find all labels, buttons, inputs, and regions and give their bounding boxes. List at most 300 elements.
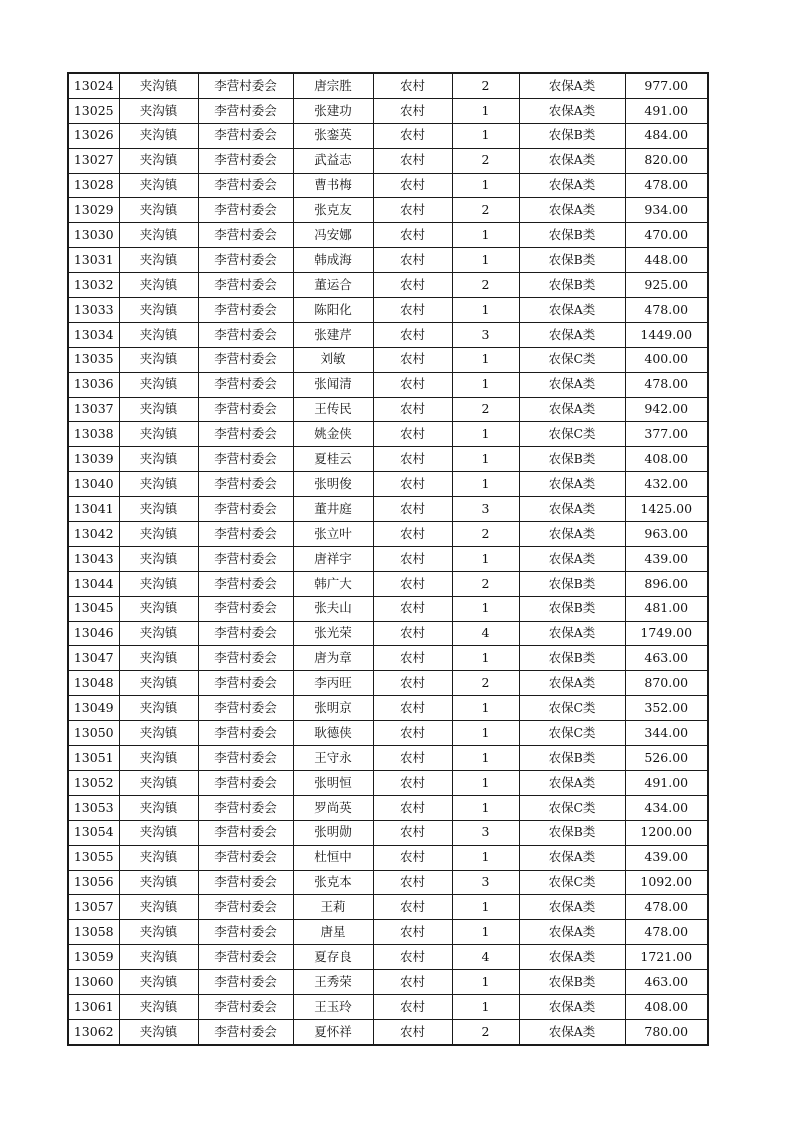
- household-count-cell: 2: [452, 198, 519, 223]
- name-cell: 张建芹: [293, 322, 373, 347]
- household-count-cell: 1: [452, 298, 519, 323]
- record-id-cell: 13029: [68, 198, 119, 223]
- record-id-cell: 13034: [68, 322, 119, 347]
- village-committee-cell: 李营村委会: [198, 1019, 293, 1044]
- area-type-cell: 农村: [373, 322, 452, 347]
- table-row: [68, 123, 708, 148]
- area-type-cell: 农村: [373, 546, 452, 571]
- household-count-cell: 2: [452, 273, 519, 298]
- records-table: [67, 72, 709, 1046]
- amount-cell: 1092.00: [625, 870, 708, 895]
- amount-cell: 934.00: [625, 198, 708, 223]
- insurance-category-cell: 农保A类: [519, 497, 625, 522]
- name-cell: 唐为章: [293, 646, 373, 671]
- village-committee-cell: 李营村委会: [198, 447, 293, 472]
- village-committee-cell: 李营村委会: [198, 322, 293, 347]
- area-type-cell: 农村: [373, 223, 452, 248]
- insurance-category-cell: 农保A类: [519, 472, 625, 497]
- town-cell: 夹沟镇: [119, 347, 198, 372]
- town-cell: 夹沟镇: [119, 795, 198, 820]
- village-committee-cell: 李营村委会: [198, 546, 293, 571]
- insurance-category-cell: 农保A类: [519, 298, 625, 323]
- record-id-cell: 13024: [68, 73, 119, 98]
- name-cell: 耿德侠: [293, 721, 373, 746]
- record-id-cell: 13053: [68, 795, 119, 820]
- table-row: [68, 298, 708, 323]
- table-row: [68, 994, 708, 1019]
- village-committee-cell: 李营村委会: [198, 646, 293, 671]
- name-cell: 罗尚英: [293, 795, 373, 820]
- amount-cell: 439.00: [625, 845, 708, 870]
- amount-cell: 344.00: [625, 721, 708, 746]
- town-cell: 夹沟镇: [119, 198, 198, 223]
- amount-cell: 352.00: [625, 696, 708, 721]
- insurance-category-cell: 农保B类: [519, 970, 625, 995]
- area-type-cell: 农村: [373, 522, 452, 547]
- name-cell: 张銮英: [293, 123, 373, 148]
- amount-cell: 463.00: [625, 970, 708, 995]
- household-count-cell: 4: [452, 945, 519, 970]
- town-cell: 夹沟镇: [119, 621, 198, 646]
- area-type-cell: 农村: [373, 472, 452, 497]
- town-cell: 夹沟镇: [119, 173, 198, 198]
- area-type-cell: 农村: [373, 98, 452, 123]
- town-cell: 夹沟镇: [119, 522, 198, 547]
- record-id-cell: 13044: [68, 571, 119, 596]
- record-id-cell: 13038: [68, 422, 119, 447]
- household-count-cell: 3: [452, 322, 519, 347]
- area-type-cell: 农村: [373, 970, 452, 995]
- table-row: [68, 497, 708, 522]
- table-row: [68, 696, 708, 721]
- household-count-cell: 2: [452, 73, 519, 98]
- name-cell: 夏存良: [293, 945, 373, 970]
- household-count-cell: 1: [452, 721, 519, 746]
- area-type-cell: 农村: [373, 696, 452, 721]
- village-committee-cell: 李营村委会: [198, 895, 293, 920]
- area-type-cell: 农村: [373, 1019, 452, 1044]
- name-cell: 张克本: [293, 870, 373, 895]
- record-id-cell: 13062: [68, 1019, 119, 1044]
- record-id-cell: 13036: [68, 372, 119, 397]
- amount-cell: 491.00: [625, 770, 708, 795]
- town-cell: 夹沟镇: [119, 571, 198, 596]
- name-cell: 张光荣: [293, 621, 373, 646]
- record-id-cell: 13045: [68, 596, 119, 621]
- insurance-category-cell: 农保C类: [519, 721, 625, 746]
- insurance-category-cell: 农保B类: [519, 447, 625, 472]
- amount-cell: 408.00: [625, 994, 708, 1019]
- household-count-cell: 3: [452, 820, 519, 845]
- insurance-category-cell: 农保B类: [519, 646, 625, 671]
- household-count-cell: 3: [452, 497, 519, 522]
- table-row: [68, 920, 708, 945]
- table-row: [68, 795, 708, 820]
- town-cell: 夹沟镇: [119, 895, 198, 920]
- name-cell: 冯安娜: [293, 223, 373, 248]
- name-cell: 王守永: [293, 746, 373, 771]
- record-id-cell: 13043: [68, 546, 119, 571]
- town-cell: 夹沟镇: [119, 920, 198, 945]
- village-committee-cell: 李营村委会: [198, 621, 293, 646]
- table-row: [68, 770, 708, 795]
- village-committee-cell: 李营村委会: [198, 397, 293, 422]
- name-cell: 唐宗胜: [293, 73, 373, 98]
- town-cell: 夹沟镇: [119, 596, 198, 621]
- village-committee-cell: 李营村委会: [198, 472, 293, 497]
- village-committee-cell: 李营村委会: [198, 223, 293, 248]
- area-type-cell: 农村: [373, 920, 452, 945]
- town-cell: 夹沟镇: [119, 472, 198, 497]
- amount-cell: 820.00: [625, 148, 708, 173]
- household-count-cell: 2: [452, 148, 519, 173]
- amount-cell: 432.00: [625, 472, 708, 497]
- name-cell: 李丙旺: [293, 671, 373, 696]
- area-type-cell: 农村: [373, 273, 452, 298]
- town-cell: 夹沟镇: [119, 98, 198, 123]
- name-cell: 唐祥宇: [293, 546, 373, 571]
- household-count-cell: 2: [452, 522, 519, 547]
- amount-cell: 448.00: [625, 248, 708, 273]
- area-type-cell: 农村: [373, 820, 452, 845]
- insurance-category-cell: 农保A类: [519, 671, 625, 696]
- area-type-cell: 农村: [373, 447, 452, 472]
- town-cell: 夹沟镇: [119, 397, 198, 422]
- name-cell: 王秀荣: [293, 970, 373, 995]
- area-type-cell: 农村: [373, 870, 452, 895]
- name-cell: 张闻清: [293, 372, 373, 397]
- town-cell: 夹沟镇: [119, 447, 198, 472]
- household-count-cell: 1: [452, 596, 519, 621]
- town-cell: 夹沟镇: [119, 945, 198, 970]
- town-cell: 夹沟镇: [119, 721, 198, 746]
- town-cell: 夹沟镇: [119, 696, 198, 721]
- amount-cell: 484.00: [625, 123, 708, 148]
- table-row: [68, 98, 708, 123]
- insurance-category-cell: 农保A类: [519, 73, 625, 98]
- table-row: [68, 223, 708, 248]
- record-id-cell: 13040: [68, 472, 119, 497]
- amount-cell: 463.00: [625, 646, 708, 671]
- village-committee-cell: 李营村委会: [198, 123, 293, 148]
- record-id-cell: 13048: [68, 671, 119, 696]
- name-cell: 张明俊: [293, 472, 373, 497]
- household-count-cell: 1: [452, 173, 519, 198]
- area-type-cell: 农村: [373, 397, 452, 422]
- town-cell: 夹沟镇: [119, 422, 198, 447]
- insurance-category-cell: 农保C类: [519, 347, 625, 372]
- table-row: [68, 870, 708, 895]
- insurance-category-cell: 农保A类: [519, 148, 625, 173]
- table-body: [68, 73, 708, 1045]
- village-committee-cell: 李营村委会: [198, 298, 293, 323]
- record-id-cell: 13049: [68, 696, 119, 721]
- town-cell: 夹沟镇: [119, 372, 198, 397]
- insurance-category-cell: 农保A类: [519, 173, 625, 198]
- town-cell: 夹沟镇: [119, 1019, 198, 1044]
- amount-cell: 925.00: [625, 273, 708, 298]
- town-cell: 夹沟镇: [119, 870, 198, 895]
- area-type-cell: 农村: [373, 123, 452, 148]
- record-id-cell: 13025: [68, 98, 119, 123]
- insurance-category-cell: 农保C类: [519, 795, 625, 820]
- amount-cell: 870.00: [625, 671, 708, 696]
- amount-cell: 470.00: [625, 223, 708, 248]
- town-cell: 夹沟镇: [119, 746, 198, 771]
- record-id-cell: 13061: [68, 994, 119, 1019]
- household-count-cell: 1: [452, 98, 519, 123]
- household-count-cell: 1: [452, 696, 519, 721]
- town-cell: 夹沟镇: [119, 994, 198, 1019]
- household-count-cell: 1: [452, 447, 519, 472]
- record-id-cell: 13035: [68, 347, 119, 372]
- town-cell: 夹沟镇: [119, 820, 198, 845]
- amount-cell: 377.00: [625, 422, 708, 447]
- table-row: [68, 248, 708, 273]
- household-count-cell: 1: [452, 546, 519, 571]
- area-type-cell: 农村: [373, 298, 452, 323]
- household-count-cell: 1: [452, 472, 519, 497]
- table-row: [68, 273, 708, 298]
- insurance-category-cell: 农保B类: [519, 223, 625, 248]
- village-committee-cell: 李营村委会: [198, 920, 293, 945]
- insurance-category-cell: 农保B类: [519, 123, 625, 148]
- name-cell: 夏桂云: [293, 447, 373, 472]
- name-cell: 夏怀祥: [293, 1019, 373, 1044]
- table-row: [68, 571, 708, 596]
- insurance-category-cell: 农保A类: [519, 845, 625, 870]
- insurance-category-cell: 农保B类: [519, 746, 625, 771]
- insurance-category-cell: 农保A类: [519, 1019, 625, 1044]
- record-id-cell: 13031: [68, 248, 119, 273]
- name-cell: 王传民: [293, 397, 373, 422]
- insurance-category-cell: 农保C类: [519, 870, 625, 895]
- village-committee-cell: 李营村委会: [198, 522, 293, 547]
- name-cell: 董运合: [293, 273, 373, 298]
- area-type-cell: 农村: [373, 746, 452, 771]
- table-row: [68, 546, 708, 571]
- name-cell: 王玉玲: [293, 994, 373, 1019]
- record-id-cell: 13060: [68, 970, 119, 995]
- table-row: [68, 322, 708, 347]
- name-cell: 张立叶: [293, 522, 373, 547]
- village-committee-cell: 李营村委会: [198, 173, 293, 198]
- household-count-cell: 2: [452, 1019, 519, 1044]
- table-row: [68, 845, 708, 870]
- table-row: [68, 671, 708, 696]
- table-row: [68, 472, 708, 497]
- area-type-cell: 农村: [373, 73, 452, 98]
- table-row: [68, 621, 708, 646]
- household-count-cell: 1: [452, 422, 519, 447]
- town-cell: 夹沟镇: [119, 223, 198, 248]
- household-count-cell: 1: [452, 994, 519, 1019]
- insurance-category-cell: 农保A类: [519, 621, 625, 646]
- amount-cell: 942.00: [625, 397, 708, 422]
- area-type-cell: 农村: [373, 621, 452, 646]
- table-row: [68, 198, 708, 223]
- area-type-cell: 农村: [373, 372, 452, 397]
- amount-cell: 491.00: [625, 98, 708, 123]
- insurance-category-cell: 农保A类: [519, 945, 625, 970]
- record-id-cell: 13055: [68, 845, 119, 870]
- record-id-cell: 13054: [68, 820, 119, 845]
- village-committee-cell: 李营村委会: [198, 422, 293, 447]
- area-type-cell: 农村: [373, 198, 452, 223]
- village-committee-cell: 李营村委会: [198, 596, 293, 621]
- name-cell: 张夫山: [293, 596, 373, 621]
- household-count-cell: 1: [452, 970, 519, 995]
- household-count-cell: 1: [452, 123, 519, 148]
- record-id-cell: 13047: [68, 646, 119, 671]
- village-committee-cell: 李营村委会: [198, 746, 293, 771]
- name-cell: 曹书梅: [293, 173, 373, 198]
- village-committee-cell: 李营村委会: [198, 198, 293, 223]
- amount-cell: 400.00: [625, 347, 708, 372]
- amount-cell: 780.00: [625, 1019, 708, 1044]
- name-cell: 刘敏: [293, 347, 373, 372]
- household-count-cell: 4: [452, 621, 519, 646]
- household-count-cell: 2: [452, 397, 519, 422]
- insurance-category-cell: 农保C类: [519, 422, 625, 447]
- table-row: [68, 945, 708, 970]
- amount-cell: 439.00: [625, 546, 708, 571]
- table-row: [68, 970, 708, 995]
- name-cell: 张建功: [293, 98, 373, 123]
- town-cell: 夹沟镇: [119, 248, 198, 273]
- household-count-cell: 1: [452, 223, 519, 248]
- record-id-cell: 13051: [68, 746, 119, 771]
- name-cell: 韩成海: [293, 248, 373, 273]
- town-cell: 夹沟镇: [119, 671, 198, 696]
- town-cell: 夹沟镇: [119, 970, 198, 995]
- record-id-cell: 13057: [68, 895, 119, 920]
- town-cell: 夹沟镇: [119, 298, 198, 323]
- insurance-category-cell: 农保A类: [519, 895, 625, 920]
- insurance-category-cell: 农保A类: [519, 98, 625, 123]
- household-count-cell: 2: [452, 671, 519, 696]
- table-row: [68, 347, 708, 372]
- insurance-category-cell: 农保A类: [519, 546, 625, 571]
- record-id-cell: 13056: [68, 870, 119, 895]
- record-id-cell: 13033: [68, 298, 119, 323]
- table-row: [68, 646, 708, 671]
- amount-cell: 478.00: [625, 372, 708, 397]
- record-id-cell: 13032: [68, 273, 119, 298]
- record-id-cell: 13050: [68, 721, 119, 746]
- record-id-cell: 13059: [68, 945, 119, 970]
- amount-cell: 478.00: [625, 920, 708, 945]
- insurance-category-cell: 农保A类: [519, 920, 625, 945]
- area-type-cell: 农村: [373, 845, 452, 870]
- household-count-cell: 1: [452, 347, 519, 372]
- table-row: [68, 522, 708, 547]
- town-cell: 夹沟镇: [119, 123, 198, 148]
- household-count-cell: 1: [452, 920, 519, 945]
- town-cell: 夹沟镇: [119, 770, 198, 795]
- area-type-cell: 农村: [373, 497, 452, 522]
- village-committee-cell: 李营村委会: [198, 970, 293, 995]
- village-committee-cell: 李营村委会: [198, 770, 293, 795]
- area-type-cell: 农村: [373, 646, 452, 671]
- area-type-cell: 农村: [373, 945, 452, 970]
- table-row: [68, 596, 708, 621]
- table-row: [68, 372, 708, 397]
- insurance-category-cell: 农保B类: [519, 248, 625, 273]
- area-type-cell: 农村: [373, 994, 452, 1019]
- area-type-cell: 农村: [373, 770, 452, 795]
- amount-cell: 478.00: [625, 298, 708, 323]
- insurance-category-cell: 农保B类: [519, 273, 625, 298]
- area-type-cell: 农村: [373, 895, 452, 920]
- table-row: [68, 721, 708, 746]
- record-id-cell: 13052: [68, 770, 119, 795]
- household-count-cell: 1: [452, 795, 519, 820]
- village-committee-cell: 李营村委会: [198, 571, 293, 596]
- record-id-cell: 13039: [68, 447, 119, 472]
- insurance-category-cell: 农保B类: [519, 596, 625, 621]
- record-id-cell: 13058: [68, 920, 119, 945]
- town-cell: 夹沟镇: [119, 148, 198, 173]
- record-id-cell: 13026: [68, 123, 119, 148]
- amount-cell: 1425.00: [625, 497, 708, 522]
- amount-cell: 977.00: [625, 73, 708, 98]
- area-type-cell: 农村: [373, 347, 452, 372]
- village-committee-cell: 李营村委会: [198, 273, 293, 298]
- village-committee-cell: 李营村委会: [198, 820, 293, 845]
- amount-cell: 434.00: [625, 795, 708, 820]
- household-count-cell: 1: [452, 372, 519, 397]
- village-committee-cell: 李营村委会: [198, 497, 293, 522]
- household-count-cell: 3: [452, 870, 519, 895]
- household-count-cell: 1: [452, 895, 519, 920]
- table-row: [68, 397, 708, 422]
- town-cell: 夹沟镇: [119, 845, 198, 870]
- insurance-category-cell: 农保A类: [519, 322, 625, 347]
- village-committee-cell: 李营村委会: [198, 98, 293, 123]
- insurance-category-cell: 农保A类: [519, 198, 625, 223]
- name-cell: 张明恒: [293, 770, 373, 795]
- record-id-cell: 13037: [68, 397, 119, 422]
- name-cell: 董井庭: [293, 497, 373, 522]
- village-committee-cell: 李营村委会: [198, 721, 293, 746]
- town-cell: 夹沟镇: [119, 497, 198, 522]
- household-count-cell: 2: [452, 571, 519, 596]
- name-cell: 张明京: [293, 696, 373, 721]
- town-cell: 夹沟镇: [119, 546, 198, 571]
- record-id-cell: 13027: [68, 148, 119, 173]
- village-committee-cell: 李营村委会: [198, 73, 293, 98]
- town-cell: 夹沟镇: [119, 646, 198, 671]
- area-type-cell: 农村: [373, 173, 452, 198]
- name-cell: 张克友: [293, 198, 373, 223]
- table-row: [68, 820, 708, 845]
- insurance-category-cell: 农保B类: [519, 820, 625, 845]
- insurance-category-cell: 农保A类: [519, 522, 625, 547]
- area-type-cell: 农村: [373, 422, 452, 447]
- name-cell: 张明勋: [293, 820, 373, 845]
- village-committee-cell: 李营村委会: [198, 347, 293, 372]
- amount-cell: 481.00: [625, 596, 708, 621]
- household-count-cell: 1: [452, 746, 519, 771]
- village-committee-cell: 李营村委会: [198, 148, 293, 173]
- area-type-cell: 农村: [373, 248, 452, 273]
- household-count-cell: 1: [452, 248, 519, 273]
- village-committee-cell: 李营村委会: [198, 248, 293, 273]
- amount-cell: 408.00: [625, 447, 708, 472]
- amount-cell: 478.00: [625, 895, 708, 920]
- name-cell: 韩广大: [293, 571, 373, 596]
